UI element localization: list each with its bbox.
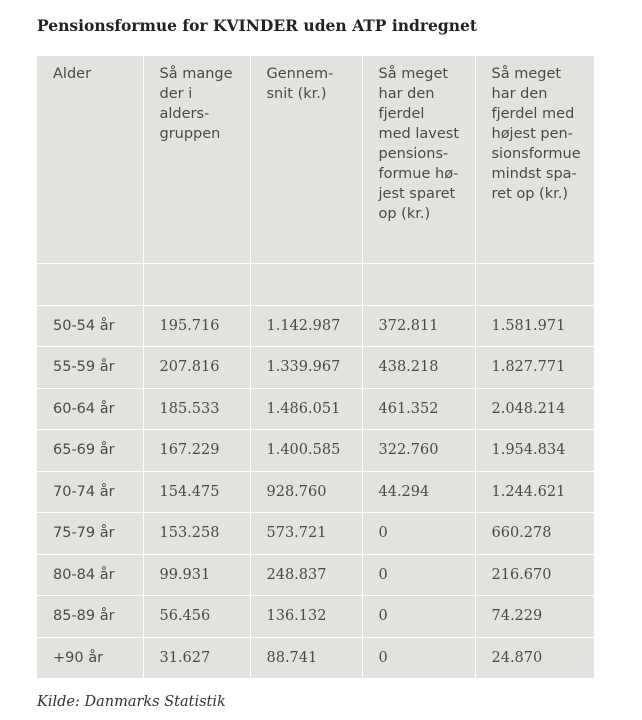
spacer-cell: [475, 263, 594, 305]
column-header-line: Alder: [53, 66, 92, 82]
column-header-line: mindst spa-: [491, 166, 577, 182]
value-cell: 322.760: [362, 430, 475, 472]
table-row: [37, 388, 594, 430]
value-cell: 1.142.987: [250, 305, 362, 347]
age-group-cell: 55-59 år: [37, 347, 143, 389]
age-group-cell: +90 år: [37, 637, 143, 679]
value-cell: 154.475: [143, 471, 250, 513]
column-header-line: har den: [378, 86, 435, 102]
value-cell: 1.581.971: [475, 305, 594, 347]
value-cell: 1.954.834: [475, 430, 594, 472]
value-cell: 153.258: [143, 513, 250, 555]
table-title: Pensionsformue for KVINDER uden ATP indregnet: [37, 16, 477, 35]
spacer-cell: [362, 263, 475, 305]
column-header-highest-quarter: [475, 56, 594, 263]
value-cell: 461.352: [362, 388, 475, 430]
table-row: [37, 471, 594, 513]
value-cell: 928.760: [250, 471, 362, 513]
column-header-line: højest pen-: [491, 126, 573, 142]
spacer-cell: [143, 263, 250, 305]
pension-table-container: [37, 56, 594, 678]
table-row: [37, 430, 594, 472]
value-cell: 0: [362, 554, 475, 596]
value-cell: 372.811: [362, 305, 475, 347]
table-row: [37, 554, 594, 596]
value-cell: 167.229: [143, 430, 250, 472]
column-header-line: snit (kr.): [266, 86, 327, 102]
value-cell: 0: [362, 637, 475, 679]
value-cell: 0: [362, 596, 475, 638]
table-row: [37, 637, 594, 679]
value-cell: 185.533: [143, 388, 250, 430]
age-group-cell: 80-84 år: [37, 554, 143, 596]
table-row: [37, 596, 594, 638]
column-header-line: fjerdel: [378, 106, 425, 122]
value-cell: 207.816: [143, 347, 250, 389]
value-cell: 88.741: [250, 637, 362, 679]
value-cell: 195.716: [143, 305, 250, 347]
column-header-line: ret op (kr.): [491, 186, 568, 202]
age-group-cell: 85-89 år: [37, 596, 143, 638]
age-group-cell: 65-69 år: [37, 430, 143, 472]
column-header-count: [143, 56, 250, 263]
header-row: [37, 56, 594, 263]
pension-table: [37, 56, 594, 679]
value-cell: 1.400.585: [250, 430, 362, 472]
age-group-cell: 70-74 år: [37, 471, 143, 513]
spacer-cell: [250, 263, 362, 305]
value-cell: 216.670: [475, 554, 594, 596]
table-row: [37, 305, 594, 347]
column-header-line: Så meget: [378, 66, 449, 82]
column-header-average: [250, 56, 362, 263]
table-row: [37, 513, 594, 555]
value-cell: 44.294: [362, 471, 475, 513]
value-cell: 438.218: [362, 347, 475, 389]
column-header-line: jest sparet: [378, 186, 456, 202]
value-cell: 99.931: [143, 554, 250, 596]
value-cell: 31.627: [143, 637, 250, 679]
column-header-line: Gennem-: [266, 66, 334, 82]
column-header-line: gruppen: [159, 126, 221, 142]
table-row: [37, 347, 594, 389]
value-cell: 1.339.967: [250, 347, 362, 389]
value-cell: 56.456: [143, 596, 250, 638]
value-cell: 74.229: [475, 596, 594, 638]
value-cell: 0: [362, 513, 475, 555]
value-cell: 2.048.214: [475, 388, 594, 430]
column-header-line: fjerdel med: [491, 106, 575, 122]
column-header-line: med lavest: [378, 126, 460, 142]
value-cell: 660.278: [475, 513, 594, 555]
column-header-line: Så meget: [491, 66, 562, 82]
value-cell: 1.244.621: [475, 471, 594, 513]
column-header-lowest-quarter: [362, 56, 475, 263]
value-cell: 248.837: [250, 554, 362, 596]
source-note: Kilde: Danmarks Statistik: [37, 694, 226, 710]
column-header-line: sionsformue: [491, 146, 581, 162]
column-header-line: Så mange: [159, 66, 233, 82]
column-header-line: der i: [159, 86, 193, 102]
value-cell: 1.827.771: [475, 347, 594, 389]
column-header-age: [37, 56, 143, 263]
value-cell: 136.132: [250, 596, 362, 638]
column-header-line: pensions-: [378, 146, 449, 162]
column-header-line: har den: [491, 86, 548, 102]
column-header-line: op (kr.): [378, 206, 431, 222]
age-group-cell: 60-64 år: [37, 388, 143, 430]
age-group-cell: 50-54 år: [37, 305, 143, 347]
value-cell: 24.870: [491, 650, 543, 666]
value-cell: 573.721: [250, 513, 362, 555]
spacer-cell: [37, 263, 143, 305]
column-header-line: alders-: [159, 106, 210, 122]
age-group-cell: 75-79 år: [37, 513, 143, 555]
column-header-line: formue hø-: [378, 166, 459, 182]
value-cell: 1.486.051: [250, 388, 362, 430]
spacer-row: [37, 263, 594, 305]
